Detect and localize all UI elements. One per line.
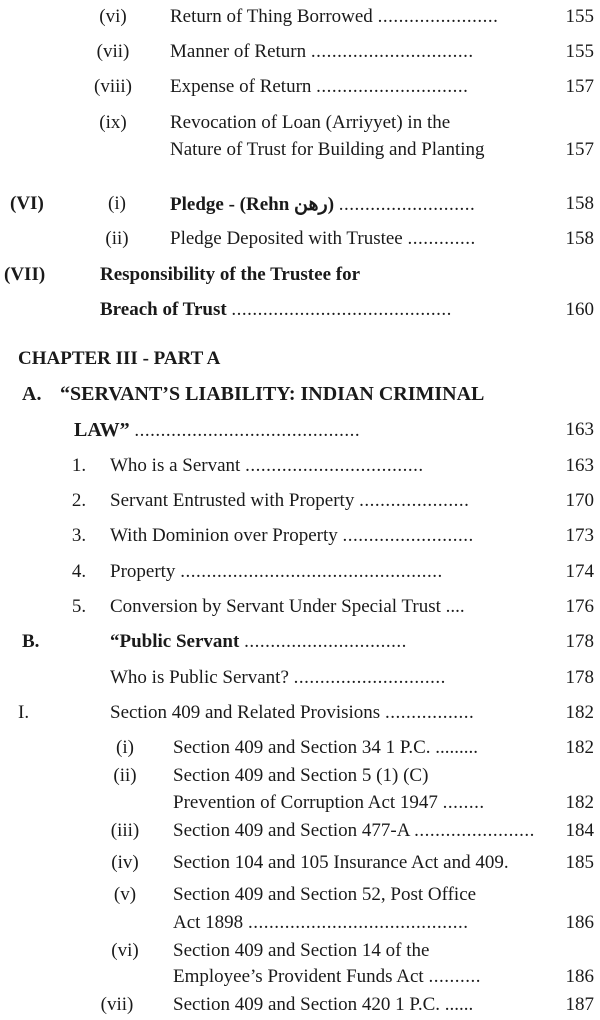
entry-page: 176	[565, 596, 594, 617]
toc-entry-continuation	[0, 139, 600, 173]
entry-number: (ix)	[99, 112, 127, 133]
toc-entry[interactable]	[0, 76, 600, 110]
entry-page: 182	[565, 792, 594, 813]
entry-title: Property ..................................................	[110, 561, 443, 582]
entry-page: 158	[565, 193, 594, 214]
entry-title: Section 409 and Section 477-A .......................	[173, 820, 535, 841]
entry-number: (vi)	[111, 940, 139, 961]
section-label: I.	[18, 702, 30, 723]
entry-number: 2.	[71, 490, 87, 511]
part-label: A.	[22, 383, 42, 405]
entry-title-line2: Nature of Trust for Building and Planting	[170, 139, 485, 160]
entry-title-line2: Act 1898 ..........................................	[173, 912, 469, 933]
entry-title: Manner of Return ...............................	[170, 41, 474, 62]
entry-number: 4.	[71, 561, 87, 582]
entry-title: Conversion by Servant Under Special Trust ....	[110, 596, 465, 617]
entry-title: Servant Entrusted with Property .....................	[110, 490, 470, 511]
entry-title: Revocation of Loan (Arriyyet) in the	[170, 112, 451, 133]
toc-entry-continuation	[0, 299, 600, 333]
entry-title: Section 409 and Section 5 (1) (C)	[173, 765, 429, 786]
section-label: (VI)	[10, 193, 44, 214]
entry-title: Section 409 and Section 14 of the	[173, 940, 430, 961]
entry-page: 182	[565, 702, 594, 723]
entry-title: Section 409 and Section 34 1 P.C. .........	[173, 737, 479, 758]
entry-page: 155	[565, 41, 594, 62]
toc-entry[interactable]	[0, 667, 600, 701]
entry-title: Return of Thing Borrowed .......................	[170, 6, 499, 27]
entry-title: Pledge Deposited with Trustee .............	[170, 228, 476, 249]
entry-page: 186	[565, 966, 594, 987]
entry-page: 157	[565, 76, 594, 97]
entry-number: (i)	[108, 193, 126, 214]
entry-number: (ii)	[113, 765, 137, 786]
toc-entry[interactable]	[0, 820, 600, 854]
entry-title-line2: Prevention of Corruption Act 1947 ........	[173, 792, 485, 813]
entry-title: Expense of Return .............................	[170, 76, 469, 97]
toc-entry[interactable]	[0, 193, 600, 227]
entry-number: (viii)	[94, 76, 132, 97]
entry-title: Section 409 and Section 52, Post Office	[173, 884, 477, 905]
toc-entry[interactable]	[0, 264, 600, 298]
toc-entry[interactable]	[0, 702, 600, 736]
entry-title: Who is Public Servant? .............................	[110, 667, 446, 688]
entry-page: 155	[565, 6, 594, 27]
entry-page: 157	[565, 139, 594, 160]
entry-page: 182	[565, 737, 594, 758]
chapter-heading: CHAPTER III - PART A	[18, 348, 221, 369]
entry-page: 173	[565, 525, 594, 546]
toc-entry[interactable]	[0, 525, 600, 559]
entry-number: (vii)	[100, 994, 134, 1015]
section-label: B.	[22, 631, 40, 652]
part-title: “SERVANT’S LIABILITY: INDIAN CRIMINAL	[60, 383, 485, 405]
entry-title-line2: Breach of Trust ..........................................	[100, 299, 452, 320]
toc-entry[interactable]	[0, 561, 600, 595]
toc-entry[interactable]	[0, 596, 600, 630]
entry-page: 178	[565, 631, 594, 652]
entry-number: (iv)	[111, 852, 139, 873]
entry-page: 186	[565, 912, 594, 933]
toc-entry[interactable]	[0, 631, 600, 665]
part-title-line2: LAW” ...........................................	[74, 419, 361, 441]
entry-number: 5.	[71, 596, 87, 617]
entry-number: (vi)	[99, 6, 127, 27]
toc-entry[interactable]	[0, 994, 600, 1020]
toc-entry[interactable]	[0, 41, 600, 75]
entry-number: (vii)	[96, 41, 130, 62]
entry-page: 160	[565, 299, 594, 320]
entry-title-line2: Employee’s Provident Funds Act ..........	[173, 966, 481, 987]
entry-title: Who is a Servant ..................................	[110, 455, 424, 476]
chapter-part-a[interactable]	[0, 383, 600, 417]
entry-number: 1.	[71, 455, 87, 476]
entry-page: 187	[565, 994, 594, 1015]
entry-page: 174	[565, 561, 594, 582]
entry-title: Section 104 and 105 Insurance Act and 409.	[173, 852, 509, 873]
entry-page: 163	[565, 455, 594, 476]
toc-entry[interactable]	[0, 228, 600, 262]
entry-page: 184	[565, 820, 594, 841]
entry-title: Responsibility of the Trustee for	[100, 264, 361, 285]
section-label: (VII)	[4, 264, 46, 285]
entry-title: Section 409 and Related Provisions .................	[110, 702, 475, 723]
entry-number: (v)	[113, 884, 137, 905]
toc-entry[interactable]	[0, 852, 600, 886]
toc-entry[interactable]	[0, 6, 600, 40]
entry-page: 170	[565, 490, 594, 511]
entry-number: (iii)	[110, 820, 140, 841]
chapter-part-a-continuation	[0, 419, 600, 453]
entry-title: Pledge - (Rehn رهن) ..........................	[170, 194, 476, 215]
entry-title: With Dominion over Property .........................	[110, 525, 474, 546]
entry-number: (i)	[116, 737, 134, 758]
entry-page: 178	[565, 667, 594, 688]
entry-number: (ii)	[105, 228, 129, 249]
entry-page: 185	[565, 852, 594, 873]
toc-entry[interactable]	[0, 455, 600, 489]
entry-number: 3.	[71, 525, 87, 546]
entry-page: 158	[565, 228, 594, 249]
toc-entry[interactable]	[0, 490, 600, 524]
entry-page: 163	[565, 419, 594, 440]
entry-title: “Public Servant ...............................	[110, 631, 407, 652]
entry-title: Section 409 and Section 420 1 P.C. ......	[173, 994, 474, 1015]
